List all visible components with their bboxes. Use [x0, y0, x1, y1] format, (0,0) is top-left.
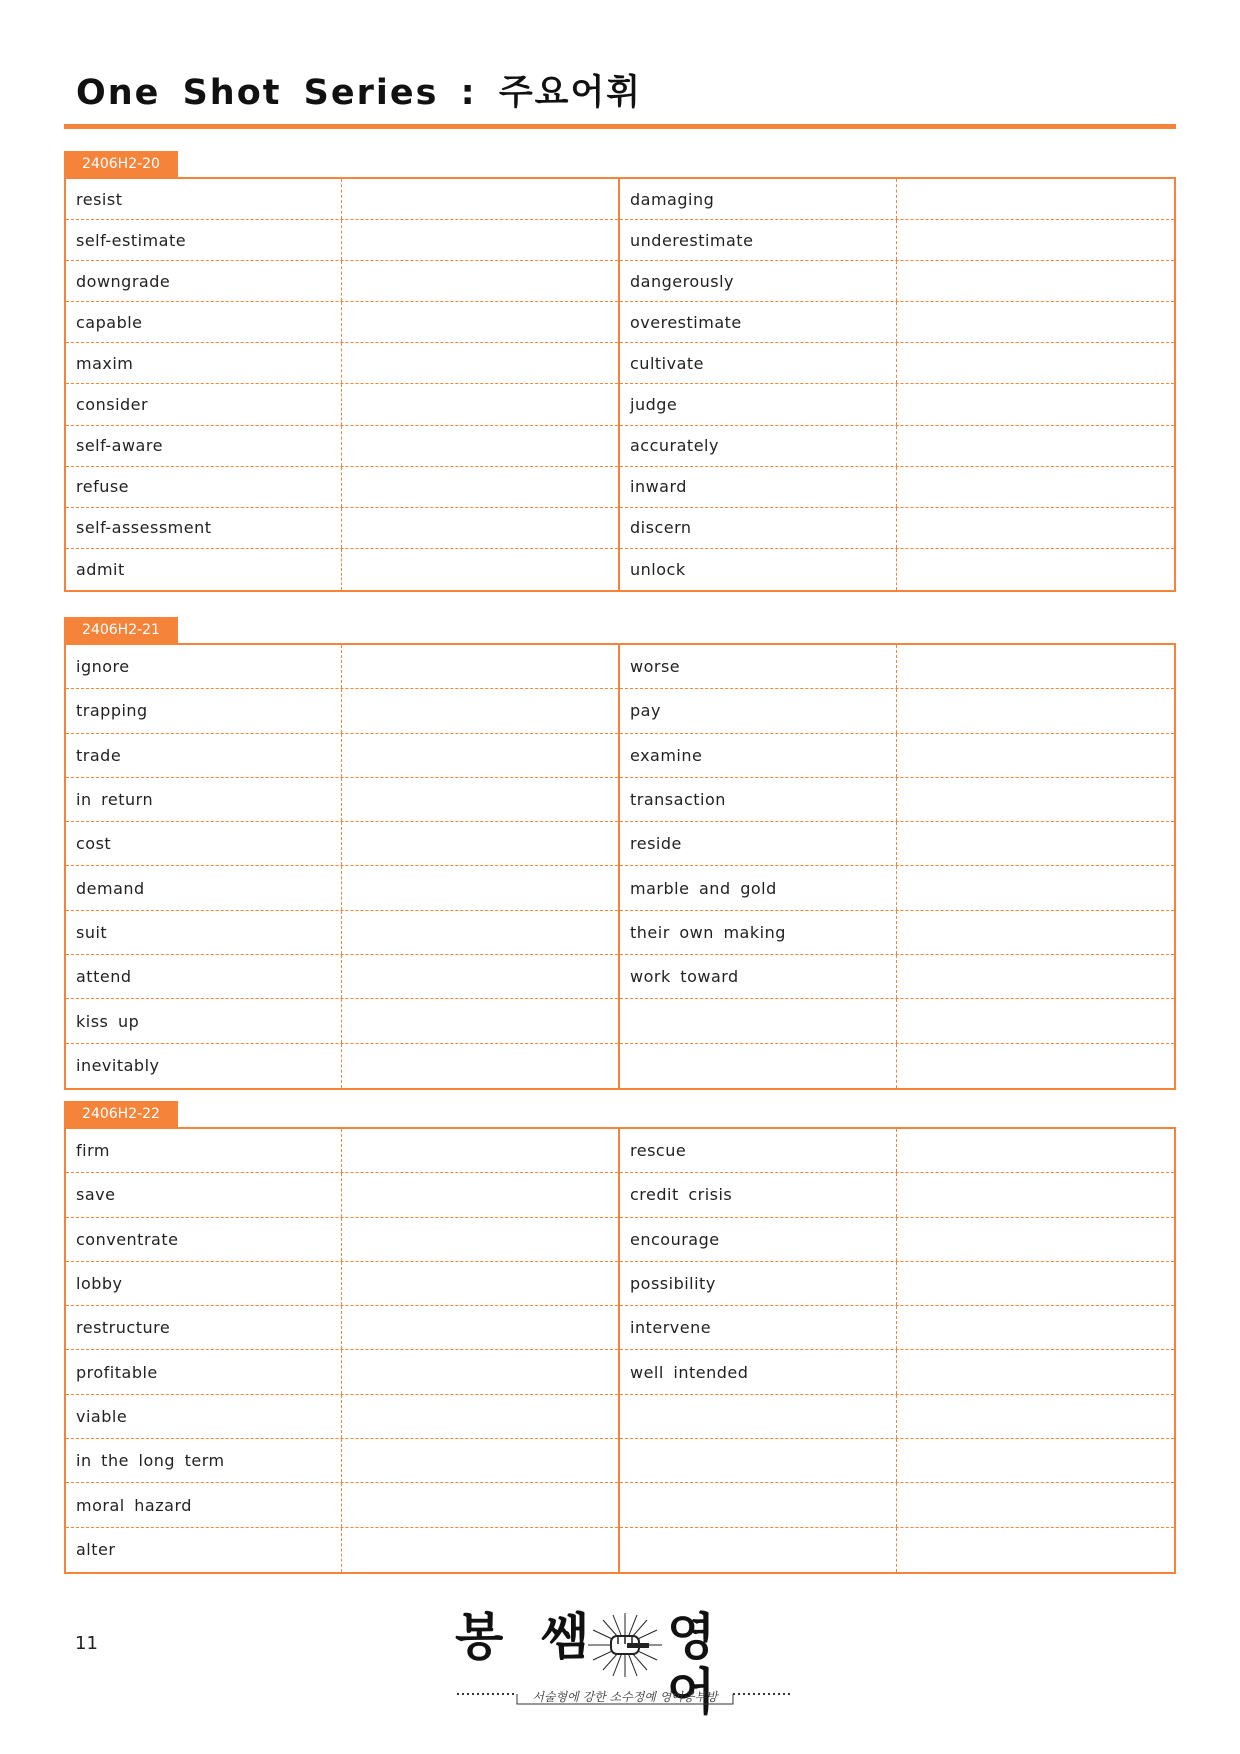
- vocab-row: [620, 343, 1174, 384]
- meaning-blank[interactable]: [897, 1306, 1174, 1349]
- logo-text-right: 영 어: [667, 1608, 726, 1721]
- vocab-word: trapping: [66, 689, 342, 732]
- vocab-row: [66, 689, 618, 733]
- vocab-row: [66, 179, 618, 220]
- meaning-blank[interactable]: [897, 220, 1174, 260]
- section-tag: 2406H2-21: [64, 617, 178, 643]
- vocab-word: cultivate: [620, 343, 897, 383]
- vocab-word: cost: [66, 822, 342, 865]
- vocab-word: resist: [66, 179, 342, 219]
- vocab-word: examine: [620, 734, 897, 777]
- vocab-table: [64, 177, 1176, 592]
- vocab-word: in return: [66, 778, 342, 821]
- vocab-word: work toward: [620, 955, 897, 998]
- page-title: One Shot Series : 주요어휘: [76, 73, 643, 113]
- title-divider: [64, 124, 1176, 129]
- meaning-blank[interactable]: [342, 467, 618, 507]
- vocab-word: self-assessment: [66, 508, 342, 548]
- vocab-word: kiss up: [66, 999, 342, 1042]
- meaning-blank[interactable]: [897, 426, 1174, 466]
- meaning-blank[interactable]: [897, 1129, 1174, 1172]
- meaning-blank[interactable]: [897, 1350, 1174, 1393]
- vocab-row: [66, 1306, 618, 1350]
- vocab-row: [66, 1129, 618, 1173]
- vocab-row: [620, 1218, 1174, 1262]
- vocab-word: possibility: [620, 1262, 897, 1305]
- vocab-word: [620, 1395, 897, 1438]
- vocab-word: profitable: [66, 1350, 342, 1393]
- vocab-row: [620, 866, 1174, 910]
- meaning-blank[interactable]: [342, 426, 618, 466]
- logo-text-left: 봉 쌤: [455, 1608, 600, 1666]
- vocab-word: discern: [620, 508, 897, 548]
- vocab-row: [620, 261, 1174, 302]
- vocab-word: self-estimate: [66, 220, 342, 260]
- meaning-blank[interactable]: [897, 734, 1174, 777]
- vocab-row: [620, 689, 1174, 733]
- vocab-table: [64, 643, 1176, 1090]
- vocab-row: [66, 1528, 618, 1572]
- meaning-blank[interactable]: [342, 689, 618, 732]
- vocab-row: [620, 384, 1174, 425]
- vocab-word: [620, 1528, 897, 1572]
- vocab-row: [66, 549, 618, 590]
- vocab-row: [620, 549, 1174, 590]
- vocab-row: [620, 1173, 1174, 1217]
- meaning-blank[interactable]: [342, 645, 618, 688]
- vocab-row: [620, 1395, 1174, 1439]
- vocab-word: ignore: [66, 645, 342, 688]
- right-column: [620, 645, 1174, 1088]
- vocab-word: reside: [620, 822, 897, 865]
- vocab-row: [66, 1395, 618, 1439]
- vocab-word: underestimate: [620, 220, 897, 260]
- vocab-row: [66, 734, 618, 778]
- meaning-blank[interactable]: [897, 261, 1174, 301]
- vocab-word: worse: [620, 645, 897, 688]
- meaning-blank[interactable]: [897, 689, 1174, 732]
- vocab-row: [66, 220, 618, 261]
- vocab-word: lobby: [66, 1262, 342, 1305]
- vocab-row: [66, 426, 618, 467]
- vocab-row: [66, 343, 618, 384]
- meaning-blank[interactable]: [897, 778, 1174, 821]
- meaning-blank[interactable]: [342, 1395, 618, 1438]
- vocab-row: [66, 384, 618, 425]
- meaning-blank[interactable]: [342, 822, 618, 865]
- meaning-blank[interactable]: [342, 302, 618, 342]
- meaning-blank[interactable]: [897, 866, 1174, 909]
- vocab-word: [620, 1044, 897, 1088]
- meaning-blank[interactable]: [897, 1173, 1174, 1216]
- meaning-blank[interactable]: [342, 1262, 618, 1305]
- vocab-row: [66, 955, 618, 999]
- vocab-row: [620, 1483, 1174, 1527]
- meaning-blank[interactable]: [342, 508, 618, 548]
- vocab-word: pay: [620, 689, 897, 732]
- vocab-word: restructure: [66, 1306, 342, 1349]
- meaning-blank[interactable]: [342, 866, 618, 909]
- vocab-row: [620, 955, 1174, 999]
- vocab-row: [66, 999, 618, 1043]
- meaning-blank[interactable]: [897, 1439, 1174, 1482]
- logo-tagline: 서술형에 강한 소수정예 영어공부방: [532, 1690, 718, 1704]
- vocab-word: demand: [66, 866, 342, 909]
- right-column: [620, 179, 1174, 590]
- meaning-blank[interactable]: [342, 999, 618, 1042]
- vocab-word: refuse: [66, 467, 342, 507]
- section-tag: 2406H2-22: [64, 1101, 178, 1127]
- vocab-row: [620, 1350, 1174, 1394]
- vocab-word: inward: [620, 467, 897, 507]
- vocab-word: save: [66, 1173, 342, 1216]
- vocab-row: [620, 734, 1174, 778]
- vocab-row: [66, 1350, 618, 1394]
- meaning-blank[interactable]: [897, 302, 1174, 342]
- vocab-row: [66, 1262, 618, 1306]
- meaning-blank[interactable]: [342, 955, 618, 998]
- meaning-blank[interactable]: [342, 261, 618, 301]
- vocab-word: marble and gold: [620, 866, 897, 909]
- vocab-row: [620, 426, 1174, 467]
- vocab-word: downgrade: [66, 261, 342, 301]
- vocab-word: rescue: [620, 1129, 897, 1172]
- vocab-row: [66, 1173, 618, 1217]
- meaning-blank[interactable]: [897, 1528, 1174, 1572]
- vocab-word: accurately: [620, 426, 897, 466]
- section-tag: 2406H2-20: [64, 151, 178, 177]
- meaning-blank[interactable]: [897, 343, 1174, 383]
- vocab-row: [66, 302, 618, 343]
- vocab-word: consider: [66, 384, 342, 424]
- vocab-row: [620, 179, 1174, 220]
- meaning-blank[interactable]: [897, 1483, 1174, 1526]
- meaning-blank[interactable]: [897, 1262, 1174, 1305]
- vocab-row: [66, 1483, 618, 1527]
- vocab-word: their own making: [620, 911, 897, 954]
- meaning-blank[interactable]: [342, 911, 618, 954]
- vocab-word: alter: [66, 1528, 342, 1572]
- meaning-blank[interactable]: [342, 1218, 618, 1261]
- meaning-blank[interactable]: [342, 1528, 618, 1572]
- vocab-row: [620, 1306, 1174, 1350]
- vocab-word: self-aware: [66, 426, 342, 466]
- vocab-word: judge: [620, 384, 897, 424]
- vocab-word: capable: [66, 302, 342, 342]
- meaning-blank[interactable]: [897, 911, 1174, 954]
- vocab-row: [620, 778, 1174, 822]
- vocab-word: maxim: [66, 343, 342, 383]
- vocab-row: [620, 467, 1174, 508]
- vocab-row: [66, 1218, 618, 1262]
- vocab-row: [620, 911, 1174, 955]
- meaning-blank[interactable]: [897, 822, 1174, 865]
- vocab-word: [620, 999, 897, 1042]
- vocab-row: [66, 866, 618, 910]
- meaning-blank[interactable]: [897, 179, 1174, 219]
- vocab-word: [620, 1439, 897, 1482]
- meaning-blank[interactable]: [342, 1439, 618, 1482]
- left-column: [66, 1129, 620, 1572]
- vocab-row: [620, 1262, 1174, 1306]
- vocab-word: in the long term: [66, 1439, 342, 1482]
- vocab-row: [620, 1439, 1174, 1483]
- vocab-word: transaction: [620, 778, 897, 821]
- page-number: 11: [75, 1633, 98, 1654]
- vocab-word: inevitably: [66, 1044, 342, 1088]
- meaning-blank[interactable]: [897, 467, 1174, 507]
- vocab-word: conventrate: [66, 1218, 342, 1261]
- vocab-word: overestimate: [620, 302, 897, 342]
- meaning-blank[interactable]: [897, 1218, 1174, 1261]
- meaning-blank[interactable]: [342, 1173, 618, 1216]
- vocab-row: [66, 261, 618, 302]
- vocab-word: intervene: [620, 1306, 897, 1349]
- vocab-word: dangerously: [620, 261, 897, 301]
- vocab-row: [66, 1044, 618, 1088]
- vocab-row: [620, 822, 1174, 866]
- vocab-row: [66, 508, 618, 549]
- right-column: [620, 1129, 1174, 1572]
- vocab-row: [66, 778, 618, 822]
- vocab-word: damaging: [620, 179, 897, 219]
- vocab-row: [620, 999, 1174, 1043]
- vocab-word: viable: [66, 1395, 342, 1438]
- vocab-row: [620, 220, 1174, 261]
- logo: [455, 1608, 795, 1721]
- meaning-blank[interactable]: [897, 955, 1174, 998]
- meaning-blank[interactable]: [897, 1044, 1174, 1088]
- meaning-blank[interactable]: [342, 734, 618, 777]
- vocab-row: [66, 1439, 618, 1483]
- meaning-blank[interactable]: [342, 220, 618, 260]
- meaning-blank[interactable]: [897, 384, 1174, 424]
- meaning-blank[interactable]: [342, 1306, 618, 1349]
- vocab-word: admit: [66, 549, 342, 590]
- left-column: [66, 179, 620, 590]
- vocab-row: [620, 508, 1174, 549]
- vocab-word: credit crisis: [620, 1173, 897, 1216]
- meaning-blank[interactable]: [342, 778, 618, 821]
- vocab-word: [620, 1483, 897, 1526]
- meaning-blank[interactable]: [897, 999, 1174, 1042]
- vocab-table: [64, 1127, 1176, 1574]
- vocab-row: [620, 1044, 1174, 1088]
- meaning-blank[interactable]: [897, 549, 1174, 590]
- meaning-blank[interactable]: [342, 1483, 618, 1526]
- left-column: [66, 645, 620, 1088]
- vocab-word: firm: [66, 1129, 342, 1172]
- vocab-row: [620, 1528, 1174, 1572]
- vocab-word: well intended: [620, 1350, 897, 1393]
- vocab-row: [66, 645, 618, 689]
- vocab-word: trade: [66, 734, 342, 777]
- meaning-blank[interactable]: [897, 1395, 1174, 1438]
- vocab-row: [620, 302, 1174, 343]
- vocab-word: suit: [66, 911, 342, 954]
- meaning-blank[interactable]: [342, 384, 618, 424]
- vocab-row: [66, 911, 618, 955]
- meaning-blank[interactable]: [897, 508, 1174, 548]
- vocab-word: attend: [66, 955, 342, 998]
- vocab-word: moral hazard: [66, 1483, 342, 1526]
- vocab-row: [66, 822, 618, 866]
- meaning-blank[interactable]: [342, 1350, 618, 1393]
- vocab-word: unlock: [620, 549, 897, 590]
- vocab-row: [620, 645, 1174, 689]
- meaning-blank[interactable]: [342, 1044, 618, 1088]
- meaning-blank[interactable]: [897, 645, 1174, 688]
- vocab-row: [620, 1129, 1174, 1173]
- meaning-blank[interactable]: [342, 1129, 618, 1172]
- vocab-row: [66, 467, 618, 508]
- vocab-word: encourage: [620, 1218, 897, 1261]
- meaning-blank[interactable]: [342, 549, 618, 590]
- meaning-blank[interactable]: [342, 343, 618, 383]
- meaning-blank[interactable]: [342, 179, 618, 219]
- fist-burst-icon: [587, 1612, 663, 1678]
